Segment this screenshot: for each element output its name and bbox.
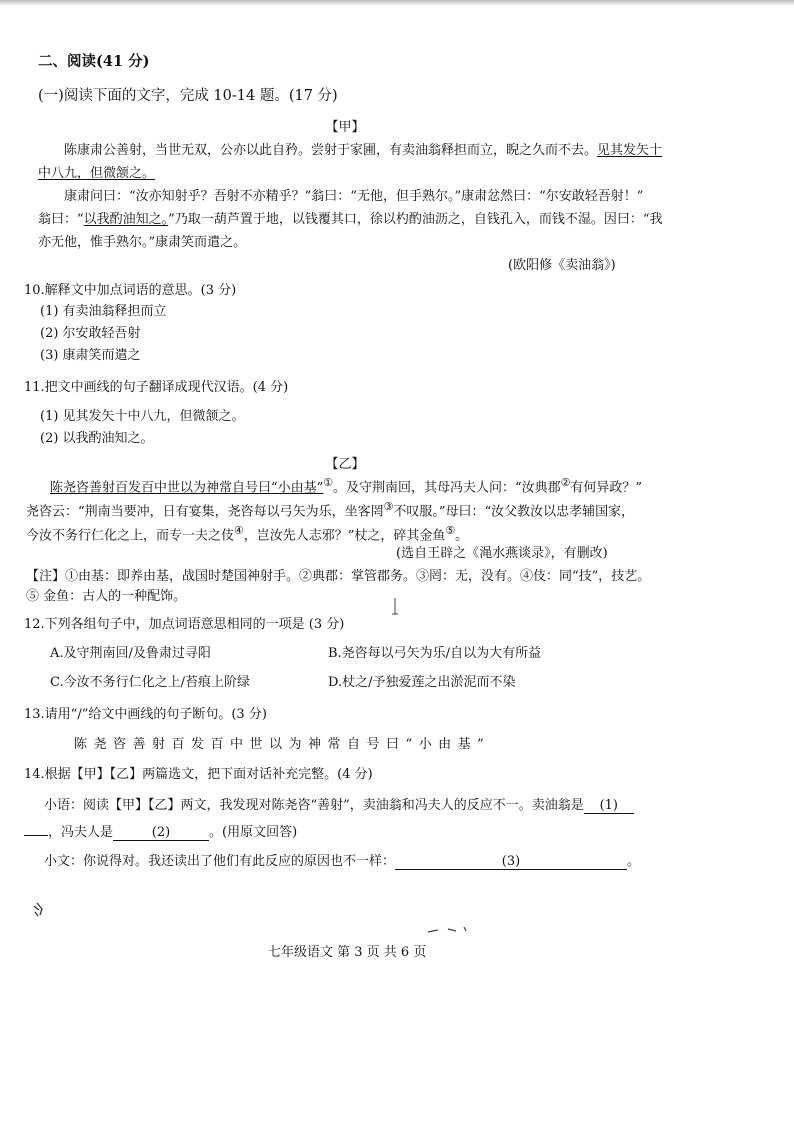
- passage-text: 今汝不务行仁化之上，而专一夫之伎: [26, 528, 235, 544]
- underlined-sentence: 见其发矢十: [597, 143, 663, 158]
- question-11-item: (2) 以我酌油知之。: [40, 431, 154, 446]
- question-12-option-a: A.及守荆南回/及鲁肃过寻阳: [50, 646, 211, 661]
- answer-blank-3[interactable]: (3): [395, 854, 627, 870]
- passage-yi-line: [26, 523, 468, 544]
- passage-text: 陈康肃公善射，当世无双，公亦以此自矜。尝射于家圃，有卖油翁释担而立，睨之久而不去。: [64, 143, 598, 158]
- scan-speck: [30, 900, 52, 922]
- dialogue-text: 。: [627, 854, 641, 869]
- question-12-stem: 12.下列各组句子中，加点词语意思相同的一项是 (3 分): [24, 617, 345, 632]
- passage-yi-line: [50, 475, 642, 496]
- section-title: 二、阅读(41 分): [38, 53, 150, 70]
- passage-yi-source: (选自王辟之《渑水燕谈录》，有删改): [396, 546, 608, 561]
- underlined-sentence: 中八九，但微颔之。: [38, 166, 156, 181]
- footnote-mark: ⑤: [445, 524, 456, 537]
- footnote-mark: ①: [323, 476, 334, 489]
- dialogue-text: 小语：阅读【甲】【乙】两文，我发现对陈尧咨“善射”，卖油翁和冯夫人的反应不一。卖油翁是: [44, 798, 584, 813]
- passage-jia-line: [64, 143, 662, 159]
- question-10-item: (1) 有卖油翁释担而立: [40, 304, 167, 319]
- scan-speck: [390, 596, 400, 618]
- answer-blank-2[interactable]: (2): [113, 825, 209, 841]
- passage-text: 有何异政？”: [570, 480, 643, 496]
- dialogue-text: ，冯夫人是: [48, 825, 114, 840]
- passage-jia-header: 【甲】: [325, 120, 365, 135]
- passage-jia-source: (欧阳修《卖油翁》): [508, 258, 616, 273]
- passage-yi-notes: ⑤ 金鱼：古人的一种配饰。: [26, 589, 187, 604]
- question-11-stem: 11.把文中画线的句子翻译成现代汉语。(4 分): [24, 380, 289, 395]
- passage-text: ，岂汝先人志邪？”杖之，碎其金鱼: [243, 528, 446, 544]
- passage-text: 尧咨云：“荆南当要冲，日有宴集，尧咨每以弓矢为乐，坐客罔: [26, 504, 384, 520]
- question-10-stem: 10.解释文中加点词语的意思。(3 分): [24, 283, 237, 298]
- question-14-dialogue: [24, 820, 297, 841]
- passage-text: ”乃取一葫芦置于地，以钱覆其口，徐以杓酌油沥之，自钱孔入，而钱不湿。因曰：“我: [168, 212, 663, 227]
- passage-text: 。及守荆南回，其母冯夫人问：“汝典郡: [333, 480, 561, 496]
- question-11-item: (1) 见其发矢十中八九，但微颔之。: [40, 409, 245, 424]
- passage-yi-header: 【乙】: [325, 457, 365, 472]
- question-13-sentence: 陈尧咨善射百发百中世以为神常自号曰“小由基”: [74, 737, 491, 752]
- question-14-dialogue: [44, 798, 634, 814]
- underlined-sentence: 以我酌油知之。: [83, 212, 169, 227]
- passage-jia-line: 亦无他，惟手熟尔。”康肃笑而遣之。: [38, 235, 247, 250]
- question-14-stem: 14.根据【甲】【乙】两篇选文，把下面对话补充完整。(4 分): [24, 767, 373, 782]
- page-footer: 七年级语文 第 3 页 共 6 页: [268, 945, 427, 960]
- question-14-dialogue: [44, 854, 640, 870]
- footnote-mark: ③: [383, 500, 394, 513]
- question-12-option-c: C.今汝不务行仁化之上/苔痕上阶绿: [50, 675, 250, 690]
- question-10-item: (2) 尔安敢轻吾射: [40, 326, 141, 341]
- passage-jia-line: [38, 212, 662, 228]
- underlined-sentence: 陈尧咨善射百发百中世以为神常自号曰“小由基”: [50, 480, 324, 496]
- footnote-mark: ②: [560, 476, 571, 489]
- passage-jia-line: 康肃问曰：“汝亦知射乎？吾射不亦精乎？”翁曰：“无他，但手熟尔。”康肃忿然曰：“尔安敢轻吾射！”: [64, 189, 644, 204]
- answer-blank-1[interactable]: (1): [584, 798, 634, 814]
- passage-yi-notes: 【注】①由基：即养由基，战国时楚国神射手。②典郡：掌管郡务。③罔：无，没有。④伎：同“技”，技艺。: [26, 569, 651, 584]
- passage-text: 不叹服。”母曰：“汝父教汝以忠孝辅国家，: [393, 504, 635, 520]
- passage-yi-line: [26, 499, 634, 520]
- footnote-mark: ④: [234, 524, 244, 537]
- question-12-option-b: B.尧咨每以弓矢为乐/自以为大有所益: [328, 646, 542, 661]
- question-10-item: (3) 康肃笑而遣之: [40, 348, 141, 363]
- passage-text: 。: [455, 528, 469, 544]
- scan-speck: [426, 922, 476, 936]
- answer-blank-1-cont[interactable]: [24, 820, 48, 836]
- question-12-option-d: D.杖之/予独爱莲之出淤泥而不染: [328, 675, 516, 690]
- dialogue-text: 。(用原文回答): [209, 825, 298, 840]
- scan-edge: [0, 0, 794, 6]
- question-13-stem: 13.请用“/”给文中画线的句子断句。(3 分): [24, 707, 267, 722]
- dialogue-text: 小文：你说得对。我还读出了他们有此反应的原因也不一样：: [44, 854, 396, 869]
- passage-text: 翁曰：“: [38, 212, 84, 227]
- part1-title: (一)阅读下面的文字，完成 10-14 题。(17 分): [38, 88, 338, 104]
